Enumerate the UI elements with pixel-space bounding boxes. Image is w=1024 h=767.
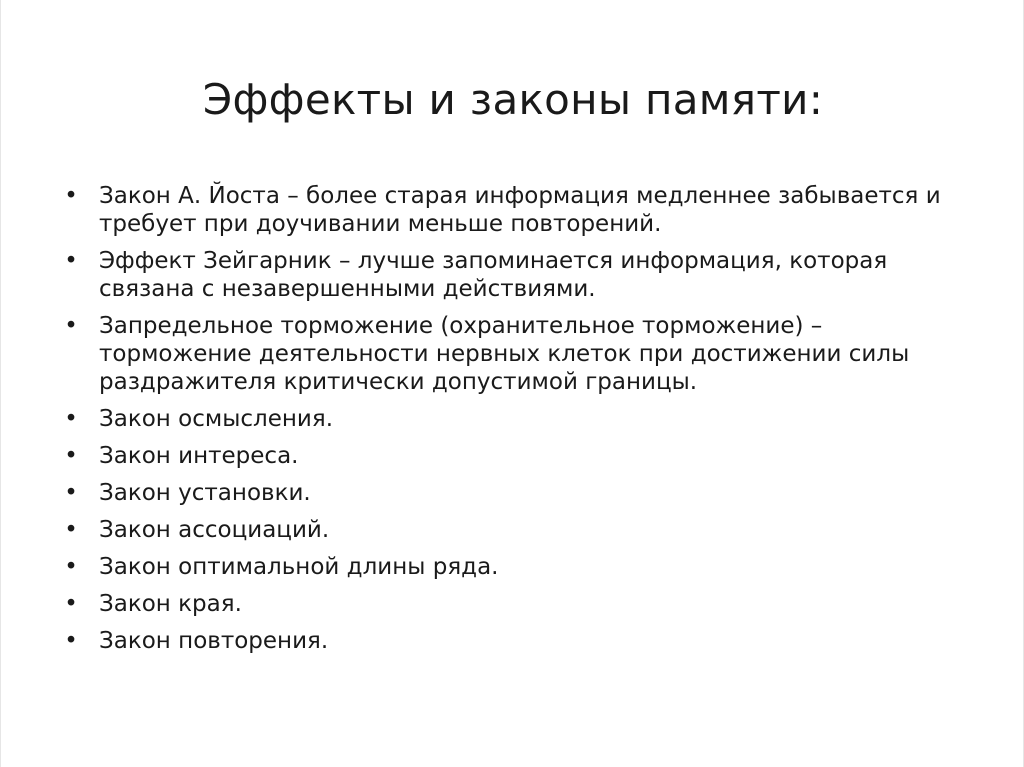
bullet-item (61, 312, 961, 396)
bullet-text: Закон осмысления. (99, 406, 334, 432)
bullet-dot-icon: • (64, 480, 78, 506)
bullet-item (61, 405, 961, 433)
slide-title: Эффекты и законы памяти: (202, 75, 824, 124)
bullet-dot-icon: • (64, 406, 78, 432)
bullet-dot-icon: • (64, 628, 78, 654)
bullet-item (61, 247, 961, 303)
bullet-dot-icon: • (64, 554, 78, 580)
bullet-item (61, 442, 961, 470)
bullet-dot-icon: • (64, 591, 78, 617)
bullet-text: Запредельное торможение (охранительное торможение) – торможение деятельности нервных клеток при достижении силы раздражителя критически допустимой границы. (99, 313, 910, 395)
bullet-list (61, 182, 961, 664)
bullet-text: Закон повторения. (99, 628, 329, 654)
bullet-item (61, 182, 961, 238)
bullet-item (61, 590, 961, 618)
bullet-item (61, 479, 961, 507)
bullet-dot-icon: • (64, 313, 78, 339)
bullet-text: Закон оптимальной длины ряда. (99, 554, 499, 580)
bullet-text: Закон ассоциаций. (99, 517, 330, 543)
bullet-text: Эффект Зейгарник – лучше запоминается информация, которая связана с незавершенными действиями. (99, 248, 888, 302)
bullet-text: Закон А. Йоста – более старая информация медленнее забывается и требует при доучивании меньше повторений. (99, 183, 941, 237)
bullet-item (61, 627, 961, 655)
bullet-text: Закон края. (99, 591, 242, 617)
bullet-text: Закон установки. (99, 480, 311, 506)
bullet-dot-icon: • (64, 517, 78, 543)
bullet-dot-icon: • (64, 183, 78, 209)
bullet-text: Закон интереса. (99, 443, 299, 469)
bullet-item (61, 553, 961, 581)
bullet-dot-icon: • (64, 443, 78, 469)
bullet-dot-icon: • (64, 248, 78, 274)
bullet-item (61, 516, 961, 544)
